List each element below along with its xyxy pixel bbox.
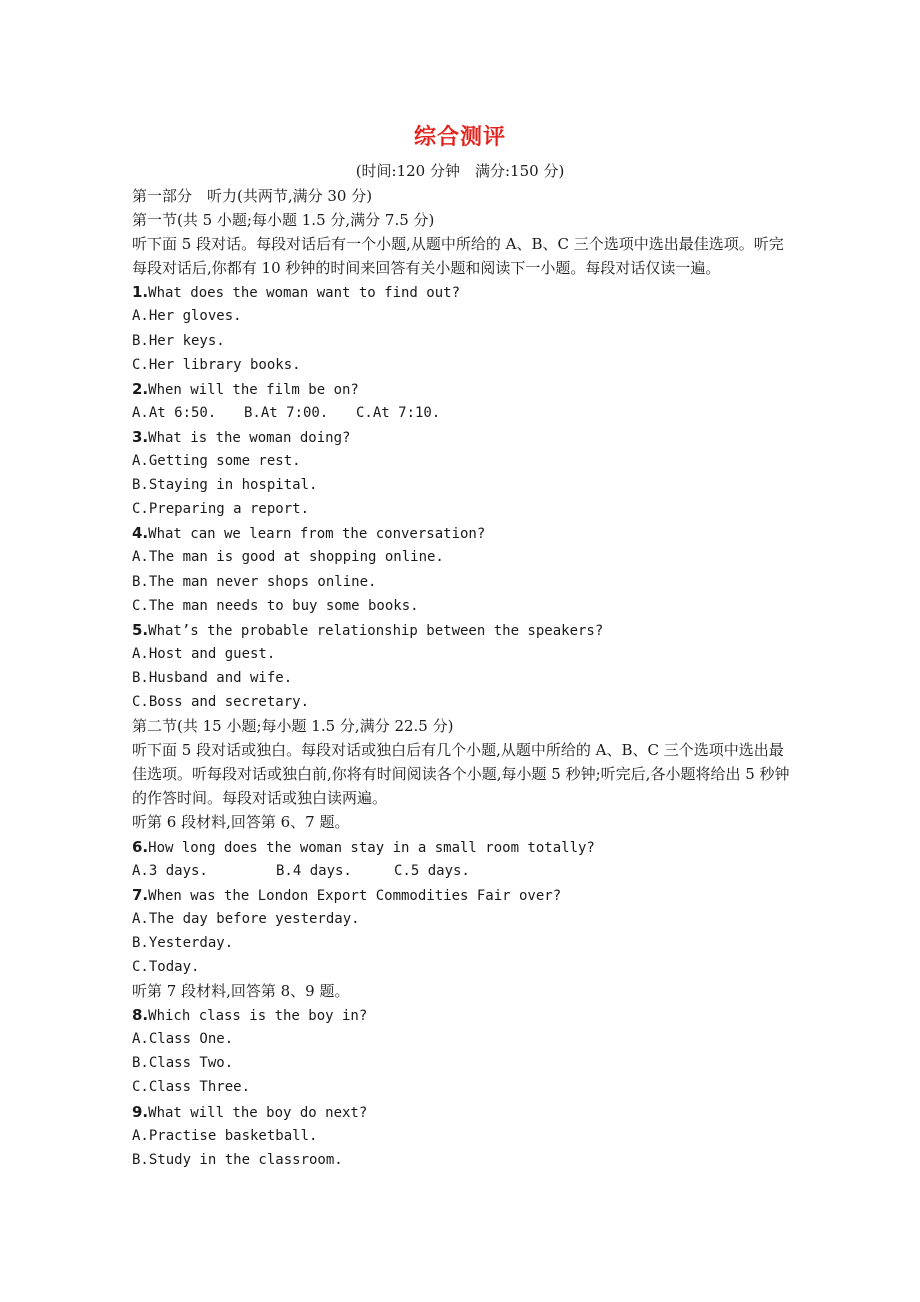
question-number: 8. (132, 1006, 149, 1025)
section-heading: 第一节(共 5 小题;每小题 1.5 分,满分 7.5 分) (132, 211, 435, 230)
question (132, 521, 792, 545)
section-instructions: 听下面 5 段对话。每段对话后有一个小题,从题中所给的 A、B、C 三个选项中选出最佳选项。听完每段对话后,你都有 10 秒钟的时间来回答有关小题和阅读下一小题。每段对话仅读一遍。 (132, 235, 784, 278)
section-instructions: 听下面 5 段对话或独白。每段对话或独白后有几个小题,从题中所给的 A、B、C 三个选项中选出最佳选项。听每段对话或独白前,你将有时间阅读各个小题,每小题 5 秒钟;听完后,各小题将给出 5 秒钟的作答时间。每段对话或独白读两遍。 (132, 741, 790, 808)
option: B.At 7:00. (244, 404, 329, 421)
question-text: What can we learn from the conversation? (148, 526, 486, 543)
option: B.Husband and wife. (132, 669, 293, 686)
option: C.5 days. (394, 862, 470, 879)
question-text: When was the London Export Commodities Fair over? (148, 887, 562, 904)
option: C.Boss and secretary. (132, 693, 310, 710)
option: A.Getting some rest. (132, 453, 301, 470)
question-number: 4. (132, 524, 149, 543)
option: C.At 7:10. (356, 404, 441, 421)
option: B.The man never shops online. (132, 573, 377, 590)
question (132, 883, 792, 907)
option: B.Study in the classroom. (132, 1151, 343, 1168)
question-text: How long does the woman stay in a small room totally? (148, 839, 595, 856)
option: A.3 days. (132, 862, 208, 879)
question-number: 6. (132, 837, 149, 856)
question (132, 1003, 792, 1027)
option: A.The day before yesterday. (132, 910, 360, 927)
exam-meta: (时间:120 分钟 满分:150 分) (355, 162, 565, 180)
option: C.The man needs to buy some books. (132, 597, 419, 614)
material-note: 听第 7 段材料,回答第 8、9 题。 (132, 982, 350, 1001)
question (132, 425, 792, 449)
option: A.Her gloves. (132, 308, 242, 325)
question-number: 9. (132, 1102, 149, 1121)
question-text: When will the film be on? (148, 381, 359, 398)
question-text: What does the woman want to find out? (148, 285, 461, 302)
option: C.Her library books. (132, 356, 301, 373)
option: A.The man is good at shopping online. (132, 549, 444, 566)
exam-body (132, 184, 792, 1172)
question (132, 377, 792, 401)
question (132, 1100, 792, 1124)
question-number: 5. (132, 620, 149, 639)
page-title: 综合测评 (413, 125, 506, 150)
option: B.Staying in hospital. (132, 477, 318, 494)
option: C.Class Three. (132, 1079, 251, 1096)
option: B.Class Two. (132, 1055, 234, 1072)
option: B.Her keys. (132, 332, 225, 349)
option: A.At 6:50. (132, 404, 217, 421)
option: B.4 days. (276, 862, 352, 879)
option-row (132, 859, 792, 883)
question-number: 3. (132, 427, 149, 446)
question (132, 835, 792, 859)
question (132, 280, 792, 304)
option-row (132, 401, 792, 425)
option: A.Host and guest. (132, 645, 276, 662)
option: C.Preparing a report. (132, 501, 310, 518)
material-note: 听第 6 段材料,回答第 6、7 题。 (132, 813, 350, 832)
option: C.Today. (132, 959, 200, 975)
option: A.Class One. (132, 1031, 234, 1048)
option: A.Practise basketball. (132, 1127, 318, 1144)
question (132, 618, 792, 642)
question-number: 1. (132, 283, 149, 302)
question-text: What will the boy do next? (148, 1104, 368, 1121)
section-heading: 第二节(共 15 小题;每小题 1.5 分,满分 22.5 分) (132, 717, 454, 736)
question-text: What is the woman doing? (148, 429, 351, 446)
question-text: What’s the probable relationship between the speakers? (148, 622, 604, 639)
question-text: Which class is the boy in? (148, 1008, 368, 1025)
option: B.Yesterday. (132, 934, 234, 951)
question-number: 7. (132, 885, 149, 904)
question-number: 2. (132, 379, 149, 398)
part-heading: 第一部分 听力(共两节,满分 30 分) (132, 187, 373, 205)
